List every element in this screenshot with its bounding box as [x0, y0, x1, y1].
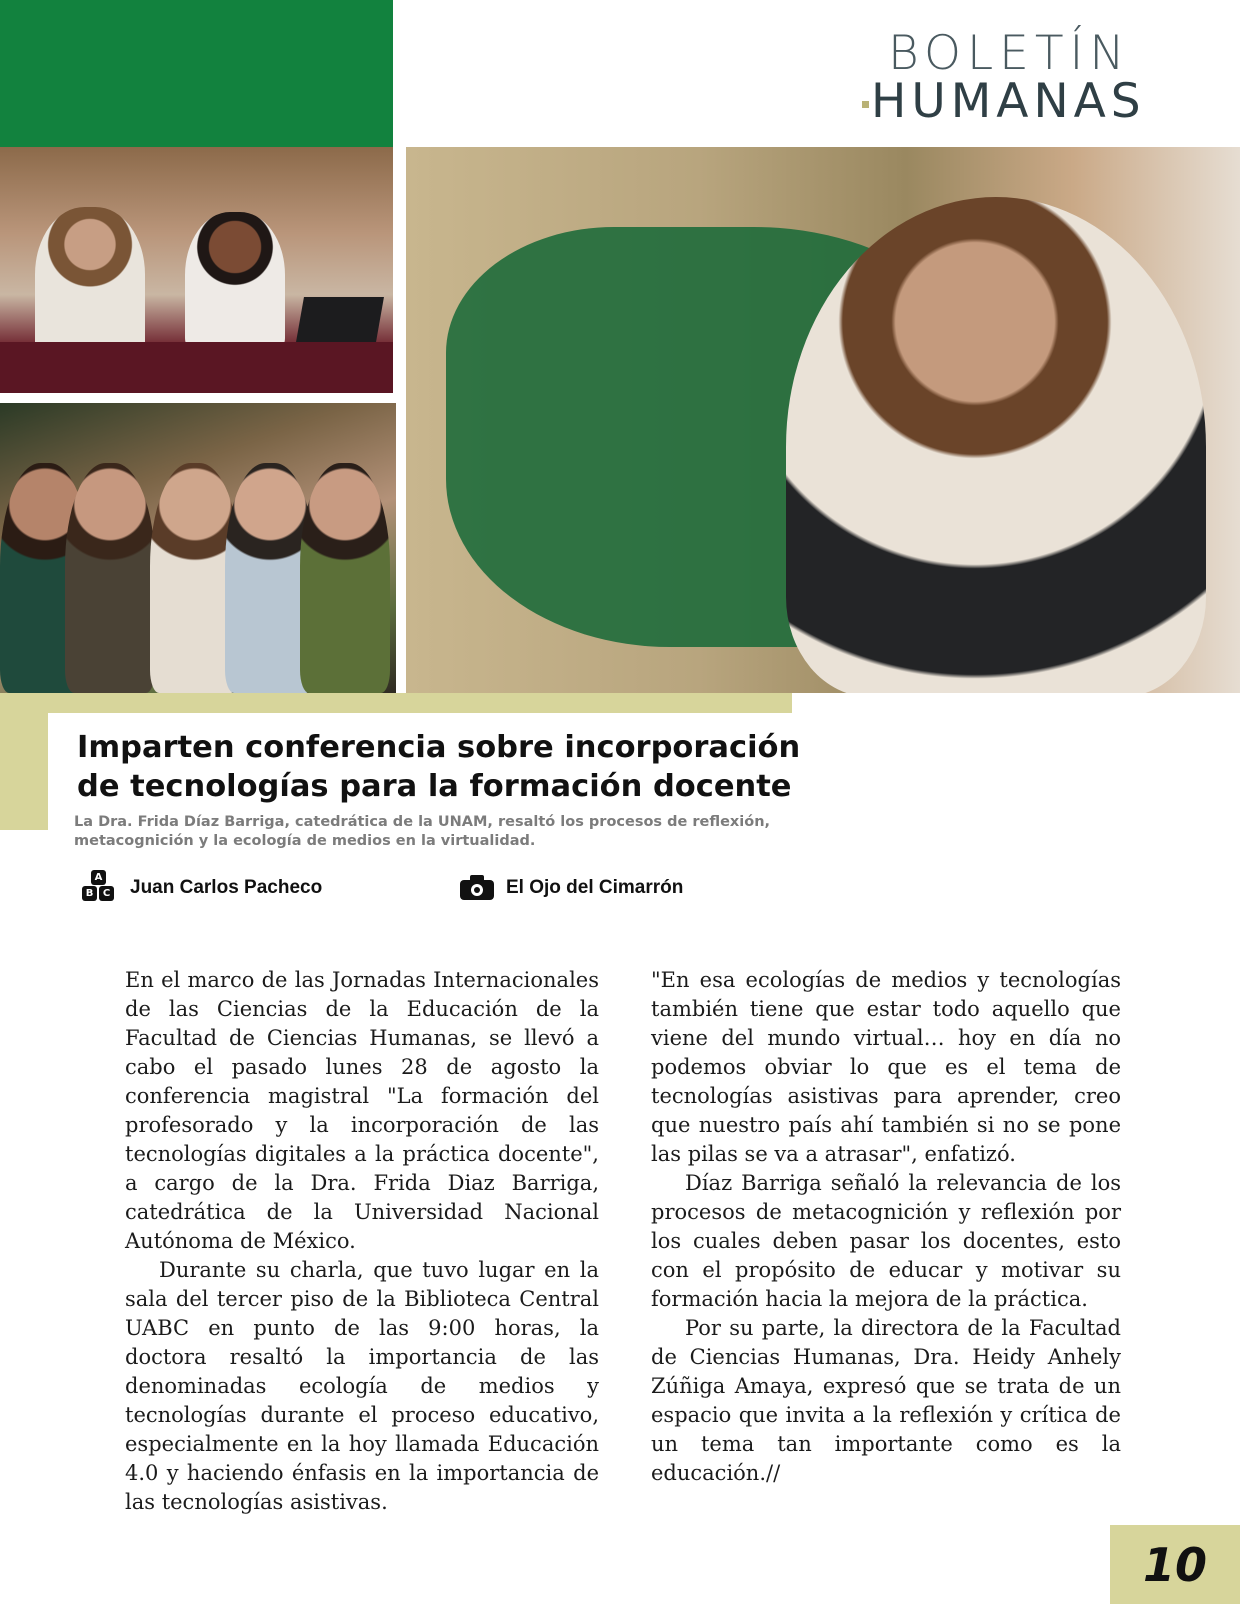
page-number-box — [1110, 1525, 1240, 1604]
page-number: 10 — [1142, 1537, 1207, 1592]
headline-line1: Imparten conferencia sobre incorporación — [77, 730, 801, 765]
masthead-line2-text: HUMANAS — [871, 74, 1146, 129]
speaker-with-microphone-photo — [406, 147, 1240, 693]
paragraph: Durante su charla, que tuvo lugar en la sala del tercer piso de la Biblioteca Central UABC en punto de las 9:00 horas, la doctora resaltó la importancia de las denominadas ecología de medios y tecnologías durante el proceso educativo, especialmente en la hoy llamada Educación 4.0 y haciendo énfasis en la importancia de las tecnologías asistivas. — [125, 1258, 599, 1514]
photo-credit-name: El Ojo del Cimarrón — [506, 877, 684, 898]
green-header-block — [0, 0, 393, 147]
olive-accent-side — [0, 713, 48, 830]
headline-line2: de tecnologías para la formación docente — [77, 769, 792, 804]
author-credit — [80, 870, 322, 906]
masthead-line2 — [862, 74, 1146, 129]
panelist-moderator-figure — [185, 212, 285, 352]
masthead-dot — [862, 101, 869, 108]
paragraph: Por su parte, la directora de la Facultad de Ciencias Humanas, Dra. Heidy Anhely Zúñiga Amaya, expresó que se trata de un espacio que invita a la reflexión y crítica de un tema tan importante como es la educación.// — [651, 1316, 1121, 1485]
panelists-at-table-photo — [0, 147, 393, 393]
olive-accent-band — [0, 693, 792, 713]
article-column-right — [651, 966, 1121, 1488]
laptop — [296, 297, 384, 342]
photo-credit — [460, 870, 683, 906]
speaker-figure — [786, 197, 1206, 693]
article-subtitle: La Dra. Frida Díaz Barriga, catedrática de la UNAM, resaltó los procesos de reflexión, metacognición y la ecología de medios en la virtualidad. — [74, 814, 771, 849]
paragraph: En el marco de las Jornadas Internacionales de las Ciencias de la Educación de la Facultad de Ciencias Humanas, se llevó a cabo el pasado lunes 28 de agosto la conferencia magistral "La formación del profesorado y la incorporación de las tecnologías digitales a la práctica docente", a cargo de la Dra. Frida Diaz Barriga, catedrática de la Universidad Nacional Autónoma de México. — [125, 968, 599, 1253]
audience-member — [65, 463, 155, 693]
audience-member — [300, 463, 390, 693]
author-name: Juan Carlos Pacheco — [130, 877, 323, 898]
abc-blocks-icon: A B C — [80, 870, 118, 906]
masthead-line1: BOLETÍN — [888, 26, 1131, 81]
masthead-logo — [862, 26, 1202, 130]
article-column-left — [125, 966, 599, 1517]
article-headline — [77, 728, 877, 806]
paragraph: "En esa ecologías de medios y tecnologías también tiene que estar todo aquello que viene del mundo virtual… hoy en día no podemos obviar lo que es el tema de tecnologías asistivas para aprender, creo que nuestro país ahí también si no se pone las pilas se va a atrasar", enfatizó. — [651, 968, 1121, 1166]
paragraph: Díaz Barriga señaló la relevancia de los procesos de metacognición y reflexión por los cuales deben pasar los docentes, esto con el propósito de educar y motivar su formación hacia la mejora de la práctica. — [651, 1171, 1121, 1311]
audience-applauding-photo — [0, 403, 396, 693]
table-cloth — [0, 342, 393, 393]
panelist-speaker-figure — [35, 207, 145, 357]
camera-icon — [460, 875, 494, 901]
